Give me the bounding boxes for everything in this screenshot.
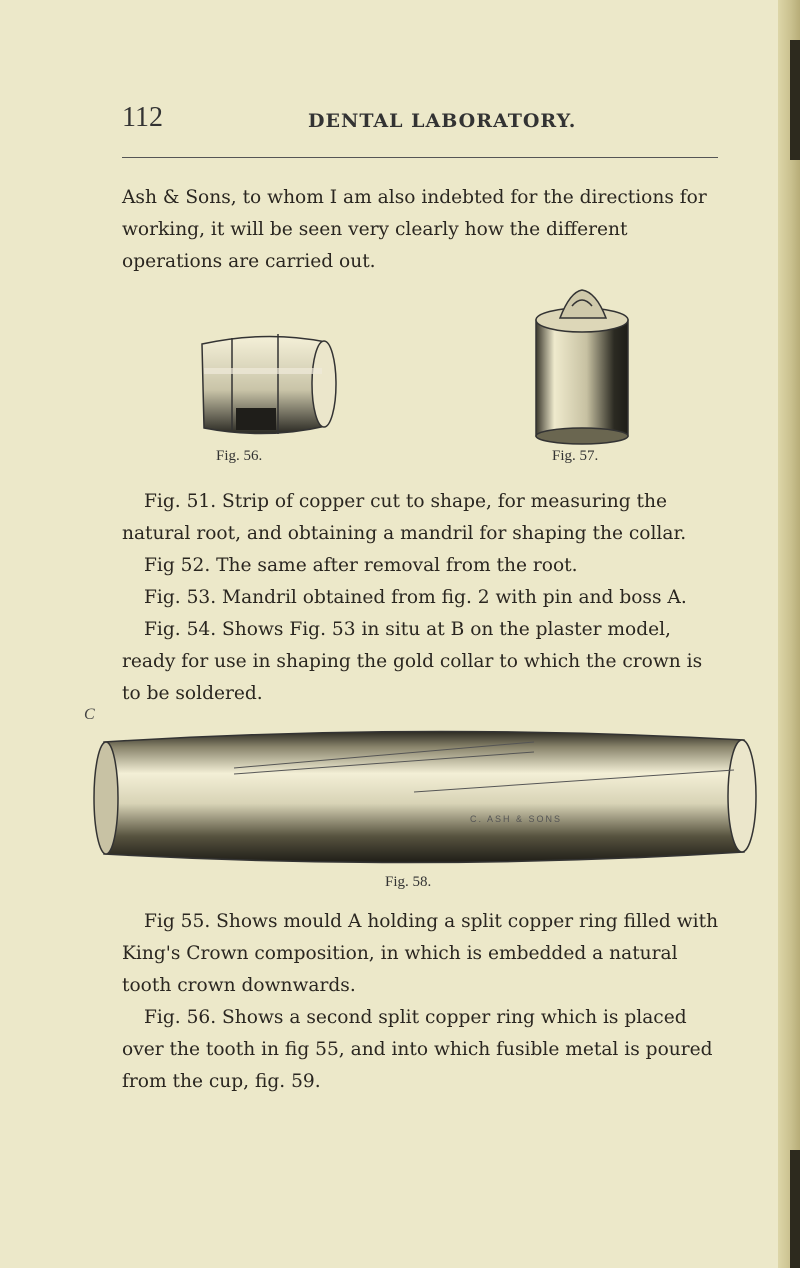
fig57-caption: Fig. 57.: [552, 448, 599, 464]
page-number: 112: [122, 102, 163, 133]
intro-paragraph: Ash & Sons, to whom I am also indebted for the directions for working, it will be seen very clearly how the different operations are carried out.: [122, 187, 707, 272]
header-rule: [122, 157, 718, 158]
fig57-illustration: [530, 286, 636, 446]
fig58-illustration: [84, 722, 758, 872]
fig58-stamp: C. ASH & SONS: [470, 814, 563, 824]
desc-fig53: Fig. 53. Mandril obtained from fig. 2 with pin and boss A.: [144, 587, 687, 608]
margin-letter: C: [84, 706, 95, 723]
page-edge: [778, 0, 800, 1268]
fig56-caption: Fig. 56.: [216, 448, 263, 464]
page-edge-shadow-bottom: [790, 1150, 800, 1268]
page-header: [0, 102, 800, 138]
page-edge-shadow-top: [790, 40, 800, 160]
desc-fig51: Fig. 51. Strip of copper cut to shape, for measuring the natural root, and obtaining a mandril for shaping the collar.: [122, 491, 687, 544]
desc-fig56: Fig. 56. Shows a second split copper ring which is placed over the tooth in fig 55, and into which fusible metal is poured from the cup, fig. 59.: [122, 1007, 713, 1092]
desc-fig54: Fig. 54. Shows Fig. 53 in situ at B on the plaster model, ready for use in shaping the gold collar to which the crown is to be soldered.: [122, 619, 703, 704]
fig56-illustration: [196, 330, 344, 440]
desc-fig52: Fig 52. The same after removal from the root.: [144, 555, 578, 576]
fig58-caption: Fig. 58.: [385, 874, 432, 890]
desc-fig55: Fig 55. Shows mould A holding a split copper ring filled with King's Crown composition, in which is embedded a natural tooth crown downwards.: [122, 911, 719, 996]
running-head: DENTAL LABORATORY.: [308, 110, 577, 132]
